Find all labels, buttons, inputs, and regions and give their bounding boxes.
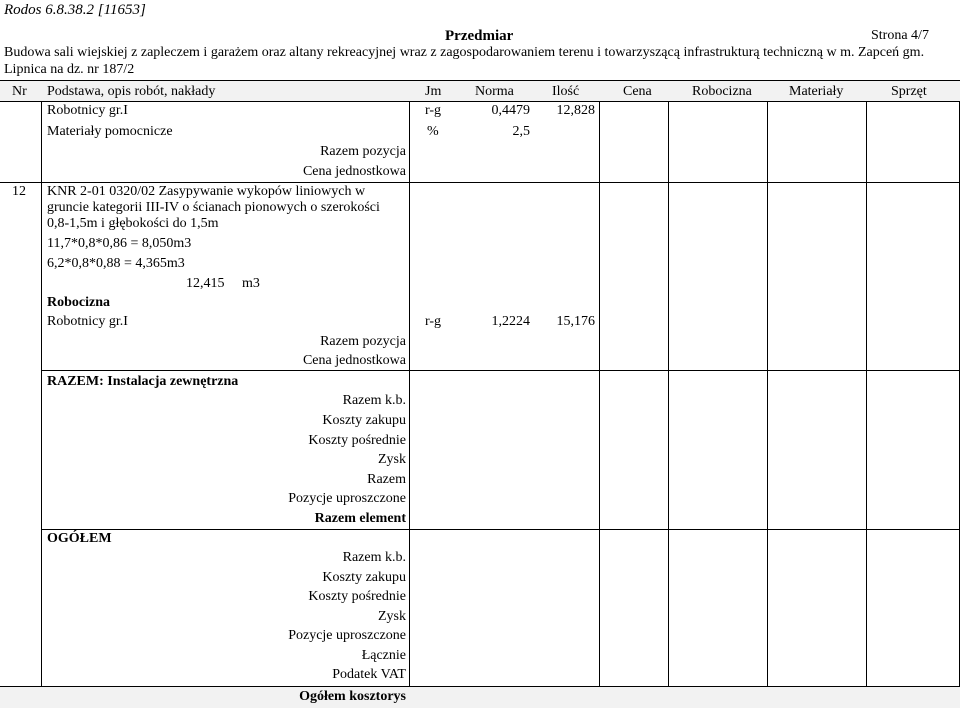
labor-row-norma: 0,4479 <box>491 103 530 118</box>
materials-row-desc: Materiały pomocnicze <box>47 124 173 139</box>
app-title: Rodos 6.8.38.2 [11653] <box>4 2 146 18</box>
materials-row-unit: % <box>427 124 439 139</box>
calculation-line-1: 11,7*0,8*0,86 = 8,050m3 <box>47 236 192 251</box>
unit-price-label-2: Cena jednostkowa <box>302 353 406 368</box>
item-number: 12 <box>12 184 26 199</box>
summary-pozycje-uproszczone: Pozycje uproszczone <box>288 491 406 506</box>
col-header-nr: Nr <box>12 84 27 99</box>
section-overall-heading: OGÓŁEM <box>47 531 112 546</box>
col-header-basis: Podstawa, opis robót, nakłady <box>47 84 216 99</box>
header-bottom-rule <box>0 101 960 102</box>
row-separator <box>41 370 960 371</box>
grand-total-background <box>0 686 960 708</box>
overall-podatek-vat: Podatek VAT <box>332 667 406 682</box>
grid-line <box>866 101 867 708</box>
summary-razem: Razem <box>367 472 406 487</box>
col-header-sprzet: Sprzęt <box>891 84 927 99</box>
labor-row-desc: Robotnicy gr.I <box>47 103 128 118</box>
page-indicator: Strona 4/7 <box>871 28 929 43</box>
summary-koszty-posrednie: Koszty pośrednie <box>308 433 406 448</box>
grid-line <box>599 101 600 708</box>
grand-total-rule <box>0 686 960 687</box>
overall-pozycje-uproszczone: Pozycje uproszczone <box>288 628 406 643</box>
col-header-cena: Cena <box>623 84 652 99</box>
overall-ogolem-kosztorys: Ogółem kosztorys <box>299 689 406 704</box>
col-header-materialy: Materiały <box>789 84 844 99</box>
grid-line <box>767 101 768 708</box>
position-total-label: Razem pozycja <box>320 144 406 159</box>
col-header-ilosc: Ilość <box>552 84 580 99</box>
summary-razem-element: Razem element <box>314 511 406 526</box>
grid-line <box>668 101 669 708</box>
col-header-norma: Norma <box>475 84 514 99</box>
overall-koszty-posrednie: Koszty pośrednie <box>308 589 406 604</box>
section-summary-heading: RAZEM: Instalacja zewnętrzna <box>47 374 239 389</box>
labor-row-2-unit: r-g <box>425 314 442 329</box>
calculation-line-2: 6,2*0,8*0,88 = 4,365m3 <box>47 256 185 271</box>
row-separator <box>0 182 960 183</box>
row-separator <box>41 529 960 530</box>
overall-lacznie: Łącznie <box>361 648 406 663</box>
total-quantity: 12,415 <box>186 276 225 291</box>
labor-row-2-norma: 1,2224 <box>491 314 530 329</box>
grid-line <box>41 101 42 708</box>
position-total-label-2: Razem pozycja <box>320 334 406 349</box>
grid-line <box>409 101 410 708</box>
labor-row-2-desc: Robotnicy gr.I <box>47 314 128 329</box>
item-desc-line-2: gruncie kategorii III-IV o ścianach pionowych o szerokości <box>47 200 380 215</box>
labor-row-2-qty: 15,176 <box>556 314 595 329</box>
col-header-robocizna: Robocizna <box>692 84 752 99</box>
materials-row-norma: 2,5 <box>512 124 530 139</box>
labor-row-qty: 12,828 <box>556 103 595 118</box>
overall-koszty-zakupu: Koszty zakupu <box>322 570 406 585</box>
header-top-rule <box>0 80 960 81</box>
overall-razem-kb: Razem k.b. <box>342 550 406 565</box>
summary-razem-kb: Razem k.b. <box>342 393 406 408</box>
labor-row-unit: r-g <box>425 103 442 118</box>
document-title: Przedmiar <box>445 28 514 44</box>
item-desc-line-3: 0,8-1,5m i głębokości do 1,5m <box>47 216 219 231</box>
description-line-1: Budowa sali wiejskiej z zapleczem i garażem oraz altany rekreacyjnej wraz z zagospodarowaniem terenu i towarzyszącą infrastrukturą techniczną w m. Zapceń gm. <box>4 45 925 60</box>
overall-zysk: Zysk <box>378 609 406 624</box>
unit-price-label: Cena jednostkowa <box>302 164 406 179</box>
summary-koszty-zakupu: Koszty zakupu <box>322 413 406 428</box>
summary-zysk: Zysk <box>378 452 406 467</box>
item-desc-line-1: KNR 2-01 0320/02 Zasypywanie wykopów liniowych w <box>47 184 366 199</box>
total-unit: m3 <box>242 276 260 291</box>
col-header-jm: Jm <box>425 84 442 99</box>
robocizna-heading: Robocizna <box>47 295 110 310</box>
description-line-2: Lipnica na dz. nr 187/2 <box>4 62 135 77</box>
